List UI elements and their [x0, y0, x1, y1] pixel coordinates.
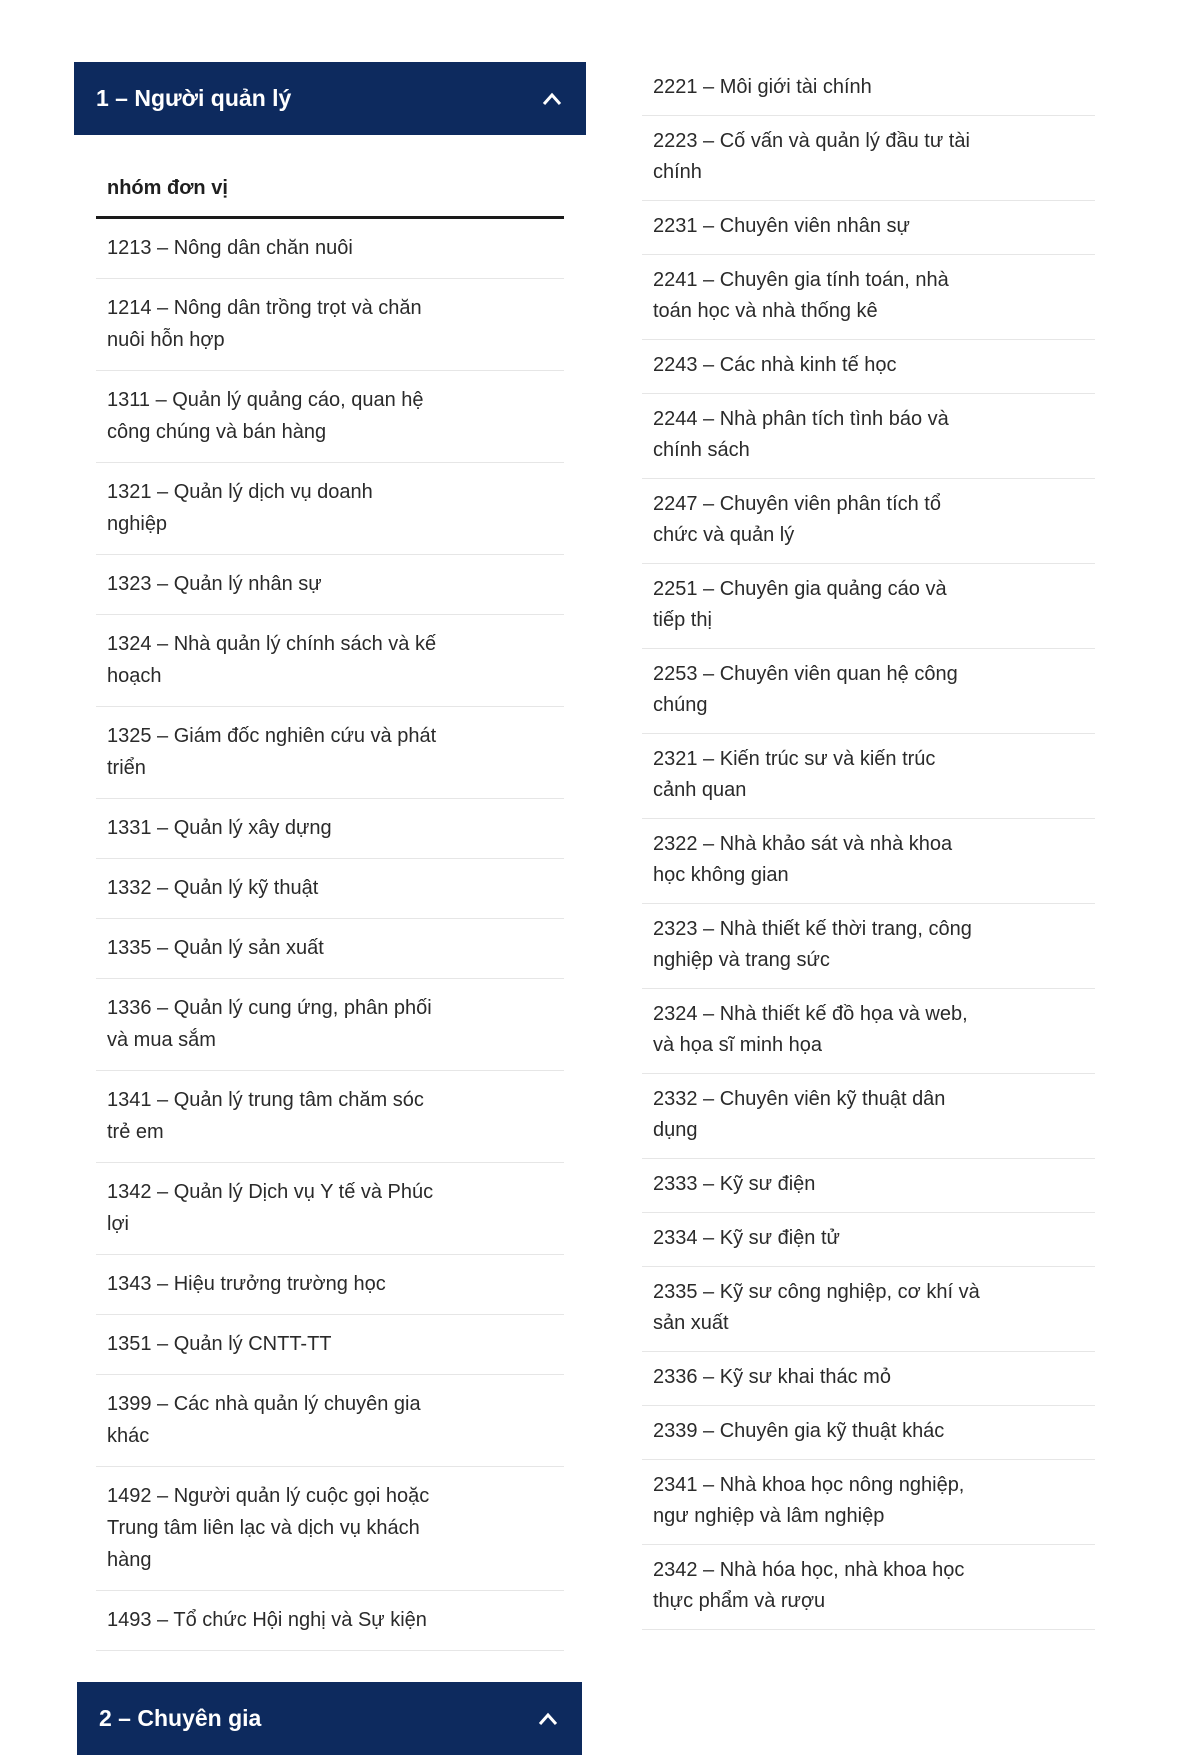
occupation-label: 2342 – Nhà hóa học, nhà khoa học thực phẩm và rượu [653, 1559, 965, 1612]
occupation-link[interactable] [642, 819, 1095, 904]
occupation-label: 2244 – Nhà phân tích tình báo và chính sách [653, 408, 949, 461]
right-column [642, 62, 1095, 1687]
occupation-link[interactable] [96, 919, 564, 979]
occupation-link[interactable] [96, 1315, 564, 1375]
occupation-link[interactable] [96, 219, 564, 279]
occupation-link[interactable] [642, 1352, 1095, 1406]
occupation-link[interactable] [642, 904, 1095, 989]
occupation-label: 1492 – Người quản lý cuộc gọi hoặc Trung tâm liên lạc và dịch vụ khách hàng [107, 1485, 430, 1571]
accordion-title: 2 – Chuyên gia [99, 1705, 262, 1731]
occupation-link[interactable] [96, 799, 564, 859]
occupation-link[interactable] [642, 1159, 1095, 1213]
occupation-label: 1213 – Nông dân chăn nuôi [107, 237, 353, 259]
occupation-label: 1331 – Quản lý xây dựng [107, 817, 332, 839]
occupation-label: 2243 – Các nhà kinh tế học [653, 354, 897, 376]
occupation-label: 1324 – Nhà quản lý chính sách và kế hoạch [107, 633, 437, 687]
occupation-label: 2231 – Chuyên viên nhân sự [653, 215, 910, 237]
occupation-link[interactable] [642, 564, 1095, 649]
occupation-label: 2251 – Chuyên gia quảng cáo và tiếp thị [653, 578, 947, 631]
occupation-label: 1343 – Hiệu trưởng trường học [107, 1273, 386, 1295]
accordion-title: 1 – Người quản lý [96, 85, 292, 111]
accordion-header-managers[interactable] [74, 62, 586, 135]
occupation-link[interactable] [642, 394, 1095, 479]
occupation-label: 1325 – Giám đốc nghiên cứu và phát triển [107, 725, 437, 779]
occupation-label: 1214 – Nông dân trồng trọt và chăn nuôi hỗn hợp [107, 297, 422, 351]
occupation-label: 2253 – Chuyên viên quan hệ công chúng [653, 663, 958, 716]
group-label: nhóm đơn vị [96, 163, 564, 219]
occupation-label: 2223 – Cố vấn và quản lý đầu tư tài chính [653, 130, 970, 183]
occupation-link[interactable] [96, 859, 564, 919]
occupation-link[interactable] [642, 62, 1095, 116]
occupation-link[interactable] [642, 201, 1095, 255]
occupation-label: 1323 – Quản lý nhân sự [107, 573, 322, 595]
occupation-label: 1332 – Quản lý kỹ thuật [107, 877, 319, 899]
occupation-link[interactable] [642, 1267, 1095, 1352]
occupation-label: 1399 – Các nhà quản lý chuyên gia khác [107, 1393, 421, 1447]
occupation-link[interactable] [96, 1255, 564, 1315]
occupation-label: 2247 – Chuyên viên phân tích tổ chức và quản lý [653, 493, 941, 546]
occupation-link[interactable] [96, 979, 564, 1071]
occupation-label: 1321 – Quản lý dịch vụ doanh nghiệp [107, 481, 373, 535]
occupation-link[interactable] [96, 279, 564, 371]
occupation-link[interactable] [96, 555, 564, 615]
occupation-label: 2322 – Nhà khảo sát và nhà khoa học không gian [653, 833, 953, 886]
occupation-label: 1336 – Quản lý cung ứng, phân phối và mua sắm [107, 997, 432, 1051]
occupation-link[interactable] [96, 1163, 564, 1255]
occupation-label: 1493 – Tổ chức Hội nghị và Sự kiện [107, 1609, 427, 1631]
occupation-label: 2341 – Nhà khoa học nông nghiệp, ngư nghiệp và lâm nghiệp [653, 1474, 965, 1527]
occupation-label: 1311 – Quản lý quảng cáo, quan hệ công chúng và bán hàng [107, 389, 424, 443]
occupation-label: 2241 – Chuyên gia tính toán, nhà toán học và nhà thống kê [653, 269, 949, 322]
occupation-link[interactable] [642, 1460, 1095, 1545]
occupation-link[interactable] [96, 371, 564, 463]
occupation-link[interactable] [642, 1213, 1095, 1267]
occupation-link[interactable] [96, 1467, 564, 1591]
occupation-label: 2324 – Nhà thiết kế đồ họa và web, và họa sĩ minh họa [653, 1003, 968, 1056]
occupation-link[interactable] [96, 707, 564, 799]
occupation-label: 1351 – Quản lý CNTT-TT [107, 1333, 332, 1355]
occupation-label: 1342 – Quản lý Dịch vụ Y tế và Phúc lợi [107, 1181, 434, 1235]
occupation-list [96, 219, 564, 1651]
occupation-label: 2336 – Kỹ sư khai thác mỏ [653, 1366, 891, 1388]
occupation-label: 1335 – Quản lý sản xuất [107, 937, 324, 959]
occupation-link[interactable] [96, 1375, 564, 1467]
occupation-label: 2321 – Kiến trúc sư và kiến trúc cảnh quan [653, 748, 936, 801]
occupation-label: 2221 – Môi giới tài chính [653, 76, 872, 98]
chevron-up-icon[interactable] [540, 87, 564, 111]
occupation-link[interactable] [96, 1071, 564, 1163]
accordion-header-professionals[interactable] [77, 1682, 582, 1755]
occupation-link[interactable] [96, 1591, 564, 1651]
occupation-list [642, 62, 1095, 1630]
chevron-up-icon[interactable] [536, 1707, 560, 1731]
occupation-link[interactable] [642, 649, 1095, 734]
occupation-link[interactable] [642, 989, 1095, 1074]
occupation-label: 2333 – Kỹ sư điện [653, 1173, 816, 1195]
occupation-link[interactable] [642, 1406, 1095, 1460]
occupation-link[interactable] [642, 734, 1095, 819]
left-column [74, 62, 586, 1755]
occupation-link[interactable] [642, 255, 1095, 340]
occupation-label: 2339 – Chuyên gia kỹ thuật khác [653, 1420, 945, 1442]
occupation-label: 2334 – Kỹ sư điện tử [653, 1227, 840, 1249]
occupation-label: 1341 – Quản lý trung tâm chăm sóc trẻ em [107, 1089, 424, 1143]
occupation-link[interactable] [642, 116, 1095, 201]
occupation-link[interactable] [642, 479, 1095, 564]
occupation-link[interactable] [642, 1074, 1095, 1159]
occupation-link[interactable] [642, 1545, 1095, 1630]
occupation-link[interactable] [96, 615, 564, 707]
occupation-label: 2323 – Nhà thiết kế thời trang, công nghiệp và trang sức [653, 918, 972, 971]
occupation-label: 2335 – Kỹ sư công nghiệp, cơ khí và sản xuất [653, 1281, 980, 1334]
occupation-link[interactable] [96, 463, 564, 555]
occupation-link[interactable] [642, 340, 1095, 394]
occupation-label: 2332 – Chuyên viên kỹ thuật dân dụng [653, 1088, 946, 1141]
